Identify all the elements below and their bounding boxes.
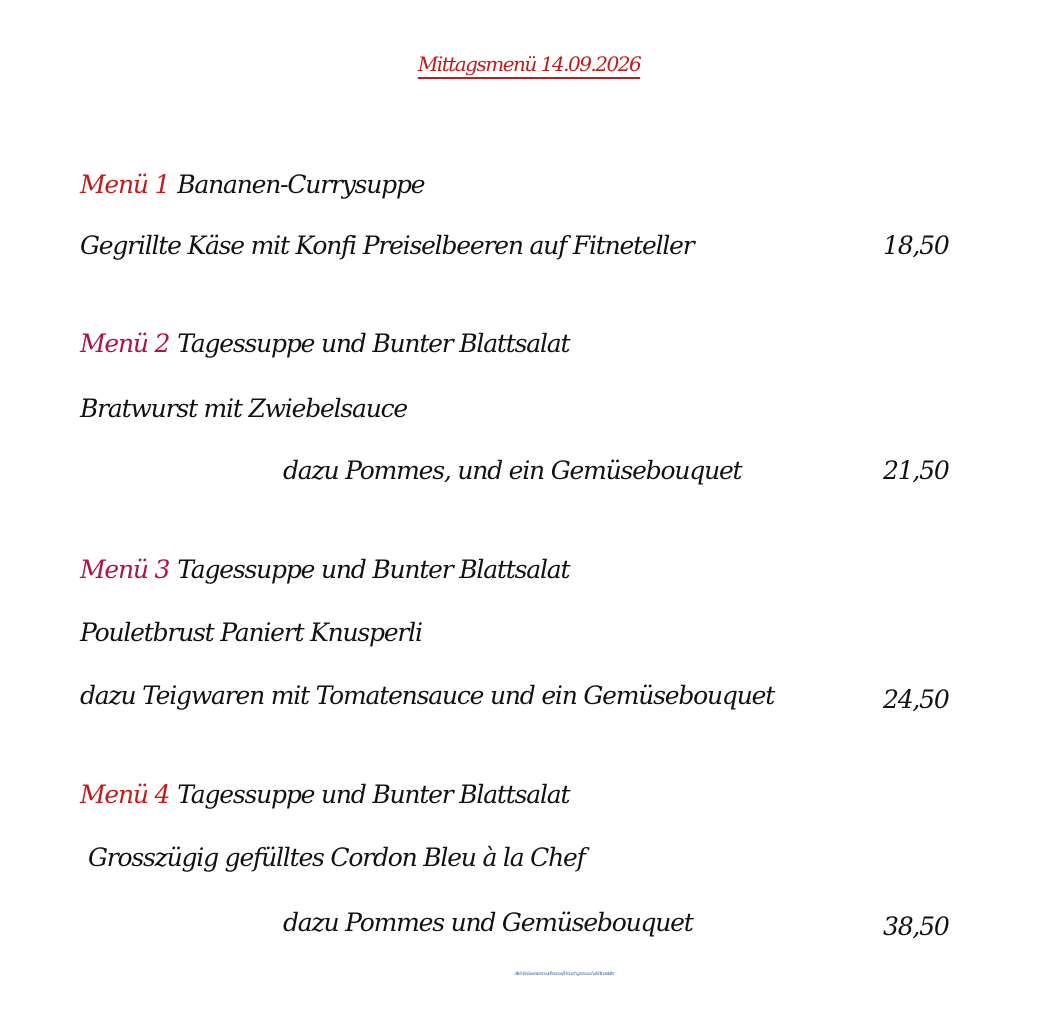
menu-2-price: 21,50 <box>883 456 949 485</box>
menu-3-heading <box>80 557 569 582</box>
menu-4-starter: Tagessuppe und Bunter Blattsalat <box>177 780 570 809</box>
menu-4-heading <box>80 782 569 807</box>
menu-4-side: dazu Pommes und Gemüsebouquet <box>283 908 693 937</box>
menu-1-starter: Bananen-Currysuppe <box>177 170 425 199</box>
menu-2-label: Menü 2 <box>80 329 170 358</box>
menu-3-label: Menü 3 <box>80 555 170 584</box>
menu-1-price: 18,50 <box>883 231 949 260</box>
footer-note: Alle Menüs servieren wir Ihnen auf Wunsch gerne auch als Fitnessteller <box>514 971 614 977</box>
menu-3-price: 24,50 <box>883 685 949 714</box>
menu-3-side: dazu Teigwaren mit Tomatensauce und ein Gemüsebouquet <box>80 681 775 710</box>
menu-1-heading <box>80 172 424 197</box>
menu-1-main: Gegrillte Käse mit Konfi Preiselbeeren auf Fitneteller <box>80 231 694 260</box>
menu-3-starter: Tagessuppe und Bunter Blattsalat <box>177 555 570 584</box>
menu-4-price: 38,50 <box>883 912 949 941</box>
page-title: Mittagsmenü 14.09.2026 <box>417 52 641 76</box>
menu-4-main: Grosszügig gefülltes Cordon Bleu à la Chef <box>88 843 585 872</box>
menu-1-label: Menü 1 <box>80 170 170 199</box>
menu-2-starter: Tagessuppe und Bunter Blattsalat <box>177 329 570 358</box>
menu-4-label: Menü 4 <box>80 780 170 809</box>
menu-2-side: dazu Pommes, und ein Gemüsebouquet <box>283 456 742 485</box>
menu-2-main: Bratwurst mit Zwiebelsauce <box>80 394 408 423</box>
menu-2-heading <box>80 331 569 356</box>
menu-3-main: Pouletbrust Paniert Knusperli <box>80 618 422 647</box>
